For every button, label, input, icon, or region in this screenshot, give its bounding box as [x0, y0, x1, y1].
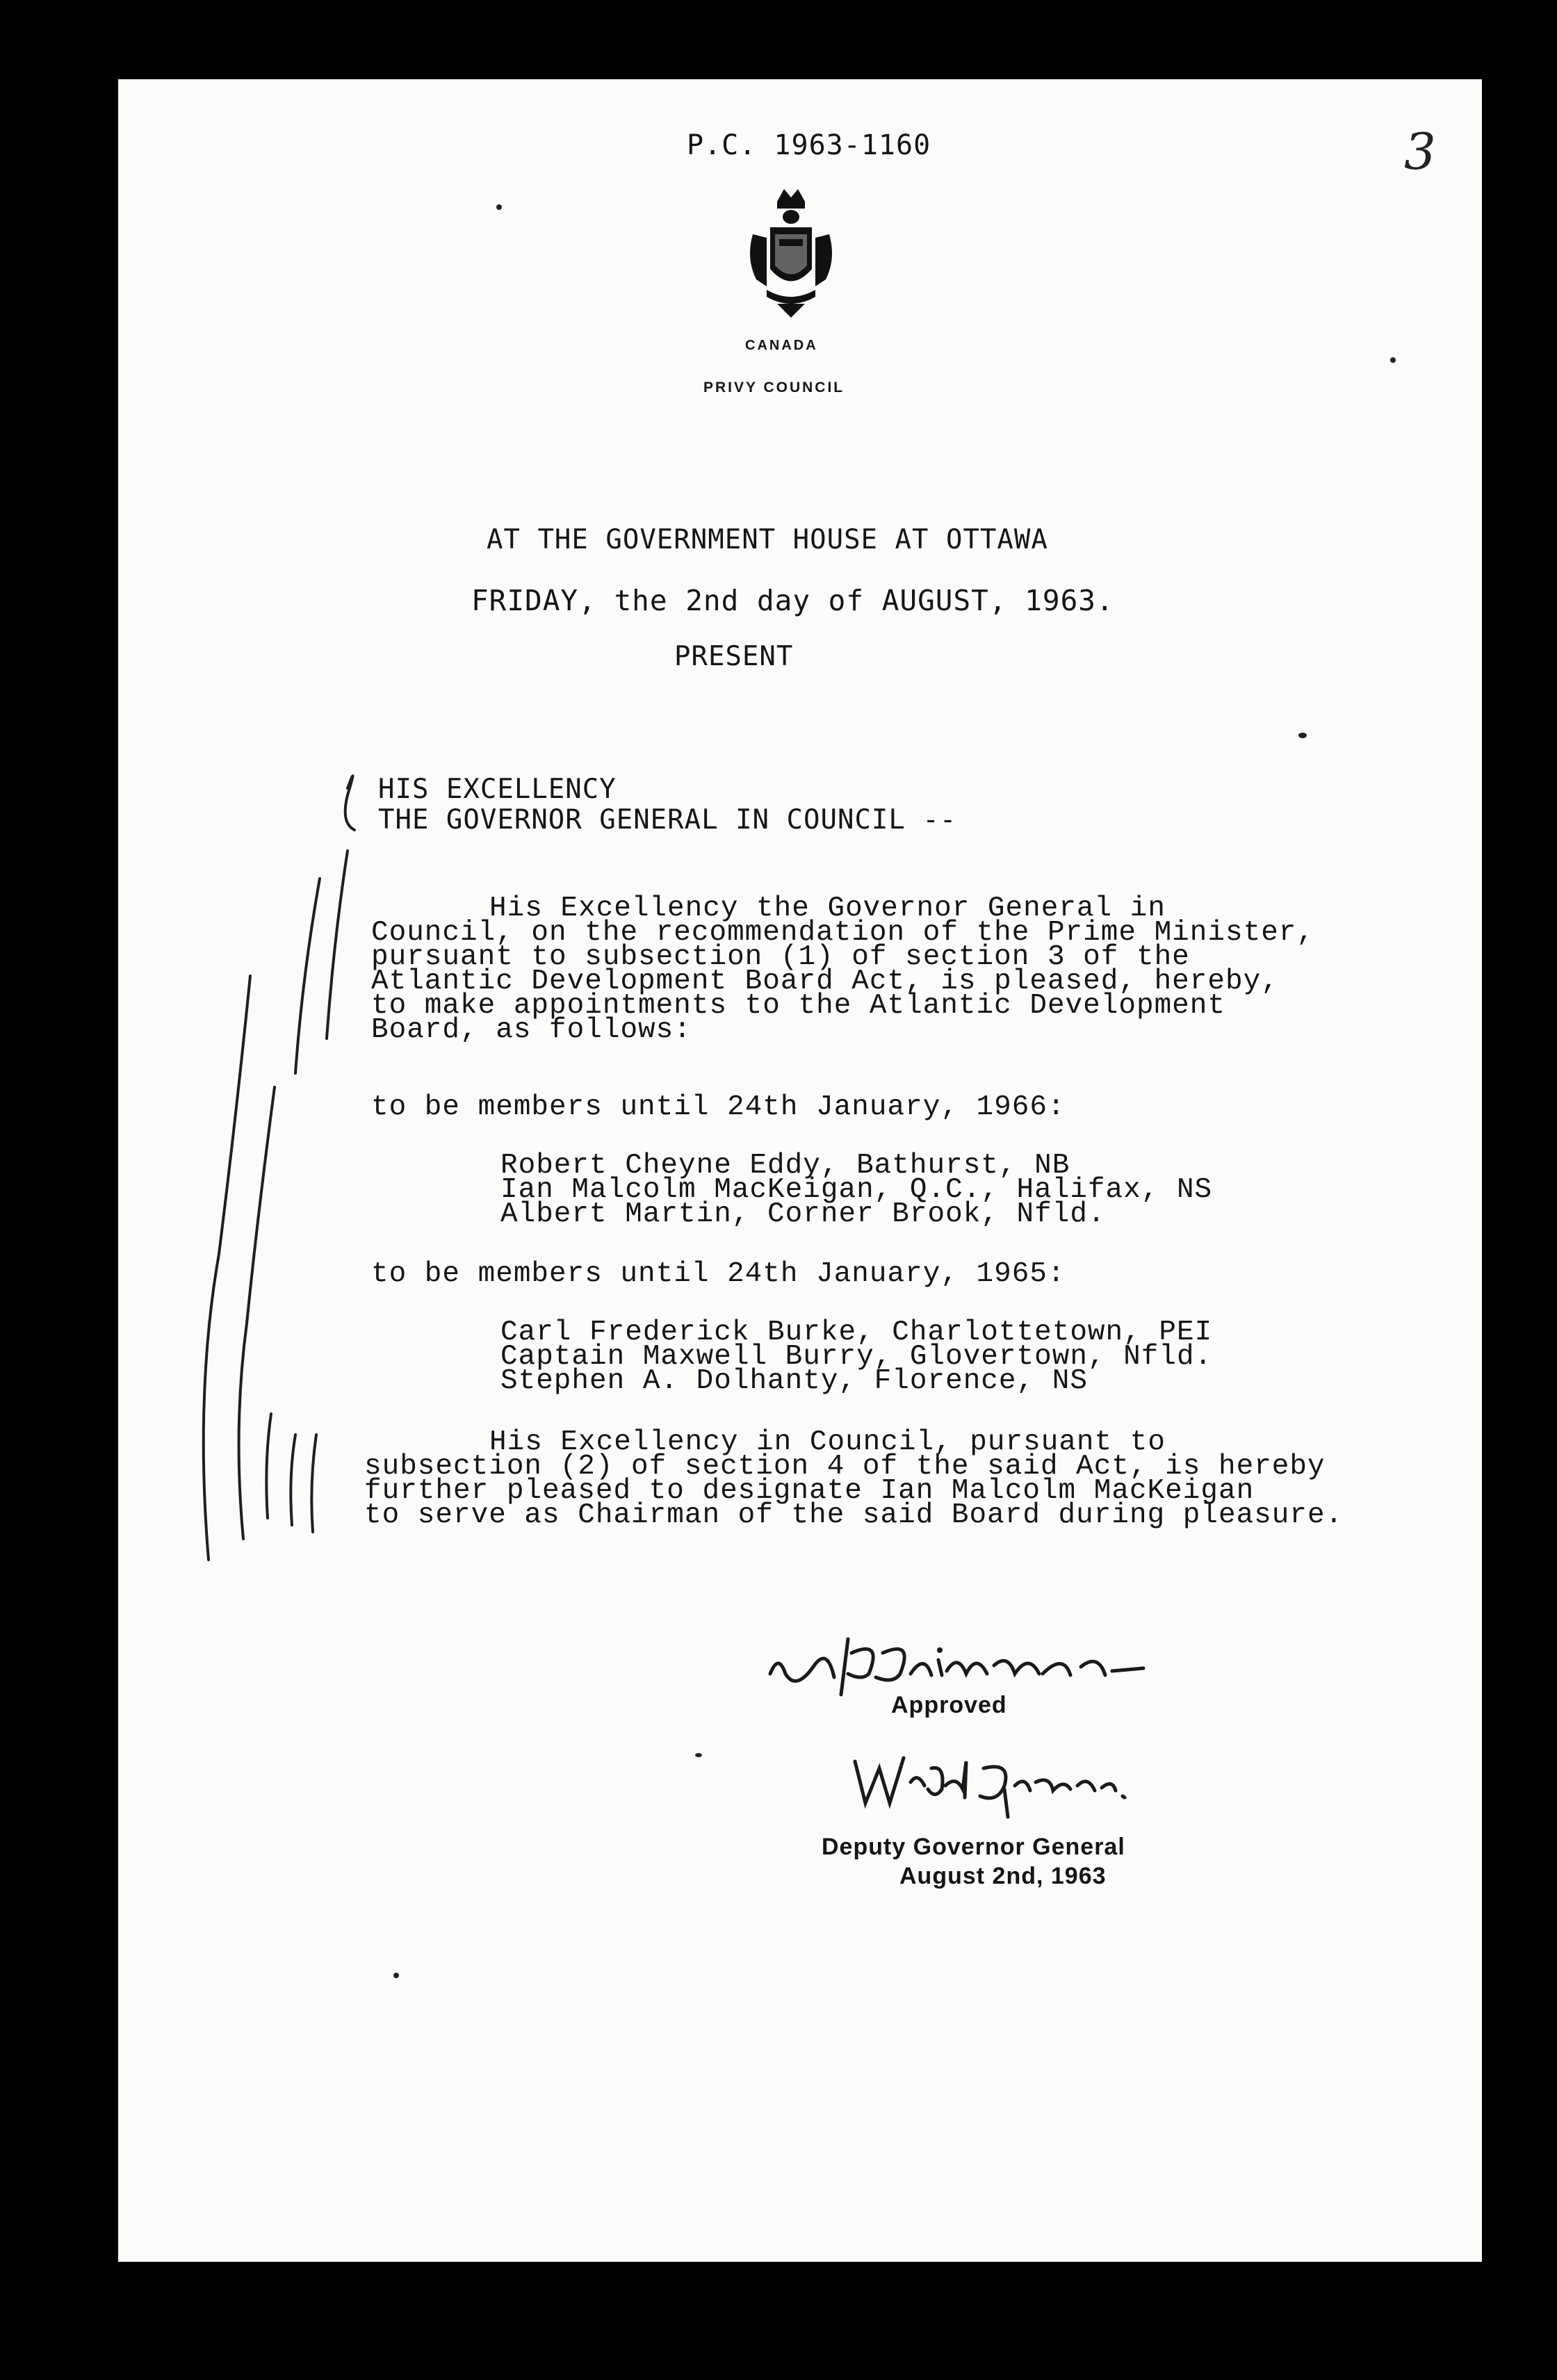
deputy-date: August 2nd, 1963: [899, 1863, 1107, 1889]
paragraph-line: to make appointments to the Atlantic Development: [371, 990, 1225, 1022]
paragraph-line: pursuant to subsection (1) of section 3 of the: [371, 941, 1190, 973]
member-name: Ian Malcolm MacKeigan, Q.C., Halifax, NS: [500, 1174, 1213, 1206]
canada-coat-of-arms-icon: [739, 182, 843, 321]
paragraph-line: His Excellency the Governor General in: [489, 892, 1166, 924]
scan-speck: [1298, 733, 1307, 738]
member-name: Captain Maxwell Burry, Glovertown, Nfld.: [500, 1341, 1213, 1373]
group-1-heading: to be members until 24th January, 1966:: [371, 1091, 1066, 1123]
paragraph-line: Board, as follows:: [371, 1014, 692, 1046]
deputy-signature-icon: [841, 1747, 1133, 1824]
paragraph-line: Atlantic Development Board Act, is pleased, hereby,: [371, 965, 1279, 997]
addressee: [378, 774, 956, 836]
crest-body: PRIVY COUNCIL: [703, 380, 845, 396]
addressee-line: THE GOVERNOR GENERAL IN COUNCIL --: [378, 804, 957, 836]
paragraph-line: further pleased to designate Ian Malcolm MacKeigan: [364, 1475, 1255, 1507]
deputy-block: [822, 1832, 1125, 1891]
member-name: Carl Frederick Burke, Charlottetown, PEI: [500, 1317, 1213, 1348]
paragraph-1: [371, 892, 1315, 1046]
margin-handwritten-notes-icon: [153, 767, 375, 1567]
scan-speck: [393, 1973, 399, 1978]
member-name: Stephen A. Dolhanty, Florence, NS: [500, 1365, 1088, 1397]
scan-speck: [695, 1753, 702, 1757]
crest-country: CANADA: [745, 338, 818, 353]
date-line: FRIDAY, the 2nd day of AUGUST, 1963.: [471, 584, 1114, 617]
group-2-heading: to be members until 24th January, 1965:: [371, 1258, 1066, 1290]
paragraph-line: subsection (2) of section 4 of the said Act, is hereby: [364, 1451, 1326, 1483]
scan-speck: [496, 204, 502, 210]
present-heading: PRESENT: [674, 641, 794, 672]
deputy-title: Deputy Governor General: [822, 1834, 1125, 1860]
paragraph-line: His Excellency in Council, pursuant to: [489, 1426, 1166, 1458]
member-name: Robert Cheyne Eddy, Bathurst, NB: [500, 1150, 1070, 1182]
addressee-line: HIS EXCELLENCY: [378, 774, 617, 805]
paragraph-line: Council, on the recommendation of the Prime Minister,: [371, 917, 1315, 949]
paragraph-2: [364, 1426, 1344, 1531]
place-line: AT THE GOVERNMENT HOUSE AT OTTAWA: [487, 524, 1048, 555]
scan-speck: [1390, 357, 1396, 363]
member-name: Albert Martin, Corner Brook, Nfld.: [500, 1198, 1106, 1230]
paragraph-line: to serve as Chairman of the said Board during pleasure.: [364, 1499, 1344, 1531]
document-page: [118, 79, 1482, 2262]
approved-label: Approved: [891, 1692, 1007, 1718]
page-number: 3: [1404, 122, 1436, 181]
group-1-members: [500, 1150, 1213, 1230]
group-2-members: [500, 1317, 1213, 1397]
order-number: P.C. 1963-1160: [687, 129, 931, 161]
